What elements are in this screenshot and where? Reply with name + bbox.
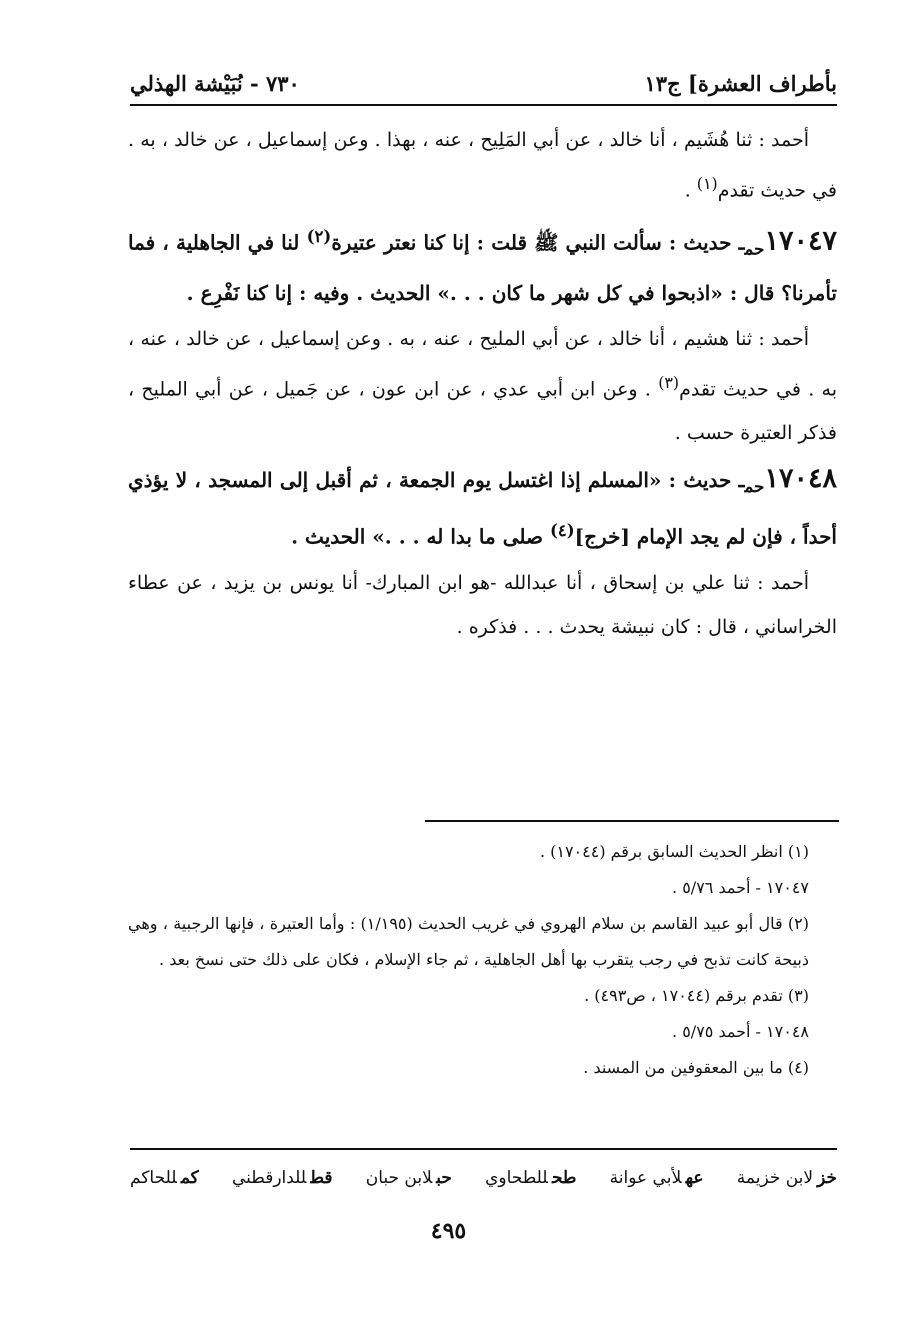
source-code: حم (744, 238, 765, 259)
footnote-ref: (٣) (658, 372, 680, 392)
abbreviation-item: حبلابن حبان (365, 1168, 452, 1188)
main-text (128, 118, 837, 651)
book-title: بأطراف العشرة] ج١٣ (644, 71, 837, 96)
hadith-17048: $١٧٠٤٨_{حم}ـ$ حديث : «المسلم إذا اغتسل يوم الجمعة ، ثم أقبل إلى المسجد ، لا يؤذي أحداً ، فإن لم يجد الإمام [خرج]$^{(٤)}$ صلى ما بدا له . . .» الحديث . (128, 463, 837, 549)
hadith-17047: $١٧٠٤٧_{حم}ـ$ حديث : سألت النبي ﷺ قلت : إنا كنا نعتر عتيرة$^{(٢)}$ لنا في الجاهلية ، فما تأمرنا؟ قال : «اذبحوا في كل شهر ما كان . . .» الحديث . وفيه : إنا كنا نَفْرِع . (128, 225, 837, 305)
footnote-2: (٢) قال أبو عبيد القاسم بن سلام الهروي في غريب الحديث (١/١٩٥) : وأما العتيرة ، فإنها الرجبية ، وهي ذبيحة كانت تذبح في رجب يتقرب بها أهل الجاهلية ، ثم جاء الإسلام ، فكان على ذلك حتى نسخ بعد . (128, 914, 809, 969)
abbreviation-item: قطللدارقطني (231, 1168, 333, 1188)
abbreviation-item: كمللحاكم (130, 1168, 199, 1188)
abbreviation-item: عهلأبي عوانة (609, 1168, 704, 1188)
hadith-number: ١٧٠٤٧ (764, 225, 837, 257)
source-code: حم (744, 476, 765, 497)
footnote-4: (٤) ما بين المعقوفين من المسند . (583, 1058, 809, 1077)
footnote-location: ١٧٠٤٨ - أحمد ٥/٧٥ . (672, 1022, 809, 1041)
footnote-3: (٣) تقدم برقم (١٧٠٤٤ ، ص٤٩٣) . (584, 986, 809, 1005)
page-header (130, 50, 837, 96)
header-divider (130, 104, 837, 106)
abbreviation-item: خزلابن خزيمة (736, 1168, 837, 1188)
abbreviation-key (130, 1158, 837, 1198)
page-number: ٤٩٥ (430, 1218, 467, 1244)
footnote-ref: (٢) (306, 226, 332, 247)
hadith-number: ١٧٠٤٨ (764, 463, 837, 495)
isnad-paragraph: أحمد : ثنا علي بن إسحاق ، أنا عبدالله -هو ابن المبارك- أنا يونس بن يزيد ، عن عطاء الخراساني ، قال : كان نبيشة يحدث . . . فذكره . (128, 571, 837, 638)
footnote-ref: (٤) (549, 520, 575, 541)
isnad-paragraph: أحمد : ثنا هُشَيم ، أنا خالد ، عن أبي المَلِيح ، عنه ، بهذا . وعن إسماعيل ، عن خالد ، به . في حديث تقدم$^{(١)}$ . (128, 129, 837, 202)
footnotes (128, 834, 837, 1086)
section-title: ٧٣٠ - نُبَيْشة الهذلي (130, 71, 300, 96)
footnote-ref: (١) (696, 174, 718, 193)
footnote-1: (١) انظر الحديث السابق برقم (١٧٠٤٤) . (539, 842, 809, 861)
footnote-divider (425, 820, 839, 822)
abbreviation-item: طحللطحاوي (485, 1168, 577, 1188)
footnote-location: ١٧٠٤٧ - أحمد ٥/٧٦ . (672, 878, 809, 897)
abbreviations-divider (130, 1148, 837, 1150)
isnad-paragraph: أحمد : ثنا هشيم ، أنا خالد ، عن أبي المليح ، عنه ، به . وعن إسماعيل ، عن خالد ، عنه ، به . في حديث تقدم$^{(٣)}$ . وعن ابن أبي عدي ، عن ابن عون ، عن جَميل ، عن أبي المليح ، فذكر العتيرة حسب . (128, 327, 837, 445)
